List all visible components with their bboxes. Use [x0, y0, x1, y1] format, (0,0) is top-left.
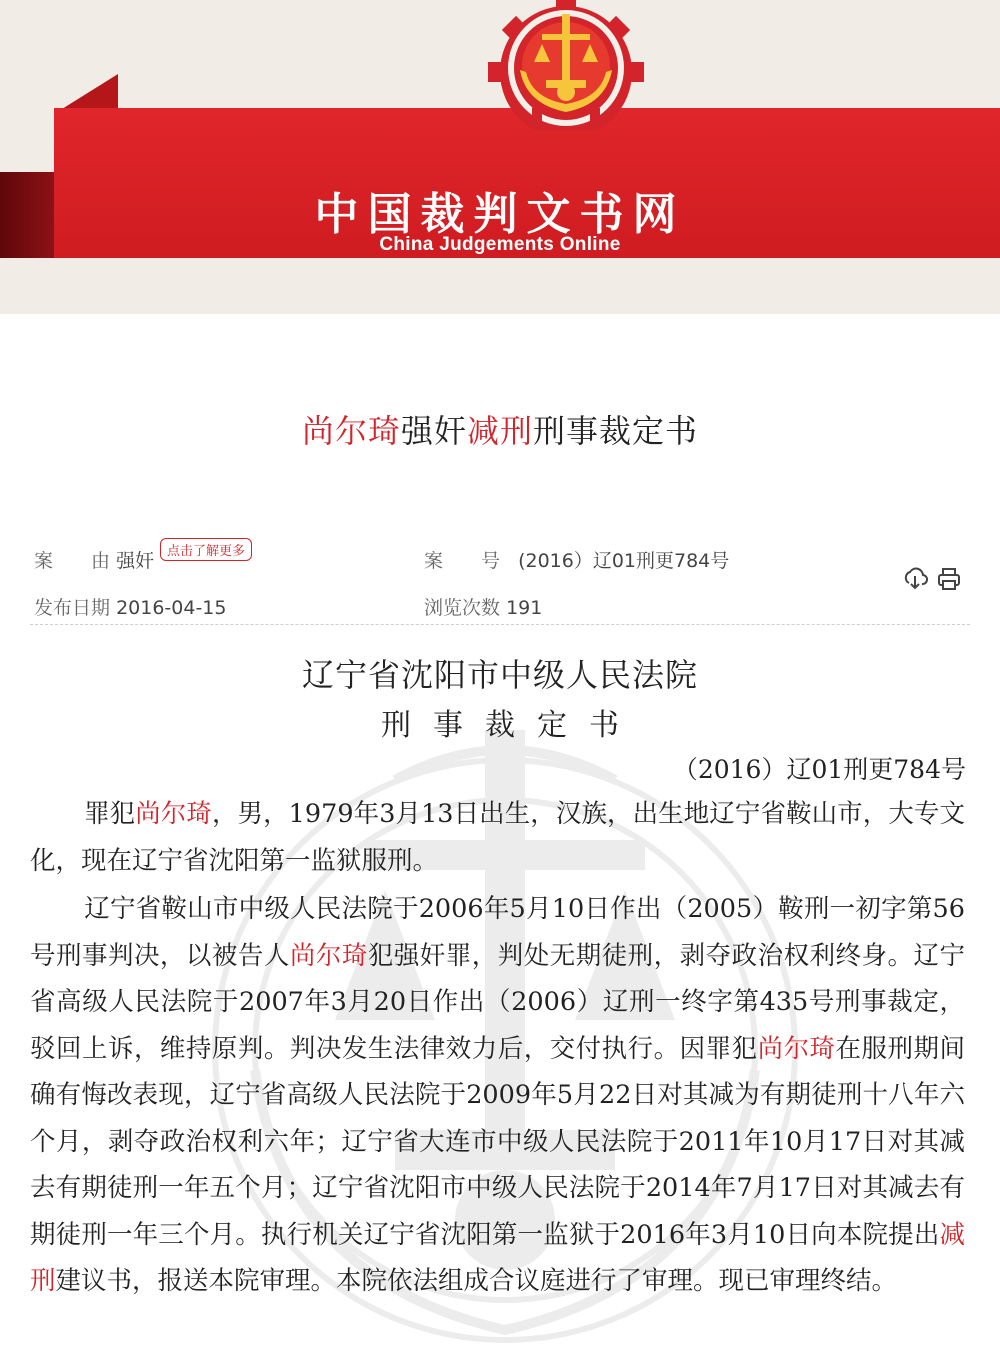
- site-banner: [0, 0, 1000, 314]
- meta-divider: [30, 624, 970, 625]
- publish-date-value: 2016-04-15: [116, 597, 227, 619]
- publish-date-label: 发布日期: [34, 597, 111, 619]
- highlight-name: 尚尔琦: [135, 799, 212, 829]
- learn-more-tag[interactable]: 点击了解更多: [160, 538, 252, 561]
- court-name: 辽宁省沈阳市中级人民法院: [301, 656, 698, 694]
- print-icon[interactable]: [936, 566, 962, 592]
- title-part: 刑事裁定书: [533, 412, 699, 450]
- case-cause-value: 强奸: [116, 550, 155, 572]
- title-part: 减刑: [467, 412, 534, 450]
- case-cause-label: 案 由: [34, 550, 111, 572]
- case-cause: [34, 546, 154, 573]
- title-part: 尚尔琦: [301, 412, 401, 450]
- download-icon[interactable]: [902, 566, 928, 592]
- case-number-label: 案 号: [424, 550, 501, 572]
- text-run: ，男，1979年3月13日出生，汉族，出生地辽宁省鞍山市，大专文化，现在辽宁省沈阳第一监狱服刑。: [30, 799, 965, 876]
- site-subtitle: China Judgements Online: [379, 234, 621, 255]
- court-emblem-icon: [476, 0, 656, 130]
- view-count: [424, 593, 542, 620]
- title-part: 强奸: [400, 412, 467, 450]
- document-title: [0, 406, 1000, 452]
- text-run: 建议书，报送本院审理。本院依法组成合议庭进行了审理。现已审理终结。: [55, 1266, 898, 1296]
- text-run: 辽宁省鞍山市中级人民法院于2006年5月10日作出（2005）鞍刑一初字第56号刑事判决，以被告人: [30, 894, 965, 971]
- text-run: 犯强奸罪，判处无期徒刑，剥夺政治权利终身。辽宁省高级人民法院于2007年3月20日作出（2006）辽刑一终字第435号刑事裁定，驳回上诉，维持原判。判决发生法律效力后，交付执行。因罪犯: [30, 940, 965, 1064]
- case-number-body: （2016）辽01刑更784号: [672, 755, 966, 784]
- highlight-name: 尚尔琦: [289, 940, 368, 971]
- highlight-term: 减刑: [30, 1219, 965, 1296]
- text-run: 罪犯: [84, 799, 136, 829]
- view-count-label: 浏览次数: [424, 597, 501, 619]
- site-title: 中国裁判文书网: [314, 189, 686, 240]
- document-type: 刑事裁定书: [381, 708, 641, 743]
- highlight-name: 尚尔琦: [757, 1033, 836, 1064]
- paragraph-history: [30, 886, 965, 1305]
- case-number: [424, 546, 729, 573]
- text-run: 在服刑期间确有悔改表现，辽宁省高级人民法院于2009年5月22日对其减为有期徒刑十八年六个月，剥夺政治权利六年；辽宁省大连市中级人民法院于2011年10月17日对其减去有期徒刑一年五个月；辽宁省沈阳市中级人民法院于2014年7月17日对其减去有期徒刑一年三个月。执行机关辽宁省沈阳第一监狱于2016年3月10日向本院提出: [30, 1033, 965, 1250]
- case-number-value: (2016）辽01刑更784号: [518, 550, 730, 572]
- view-count-value: 191: [506, 597, 543, 619]
- paragraph-defendant: [30, 791, 965, 884]
- publish-date: [34, 593, 226, 620]
